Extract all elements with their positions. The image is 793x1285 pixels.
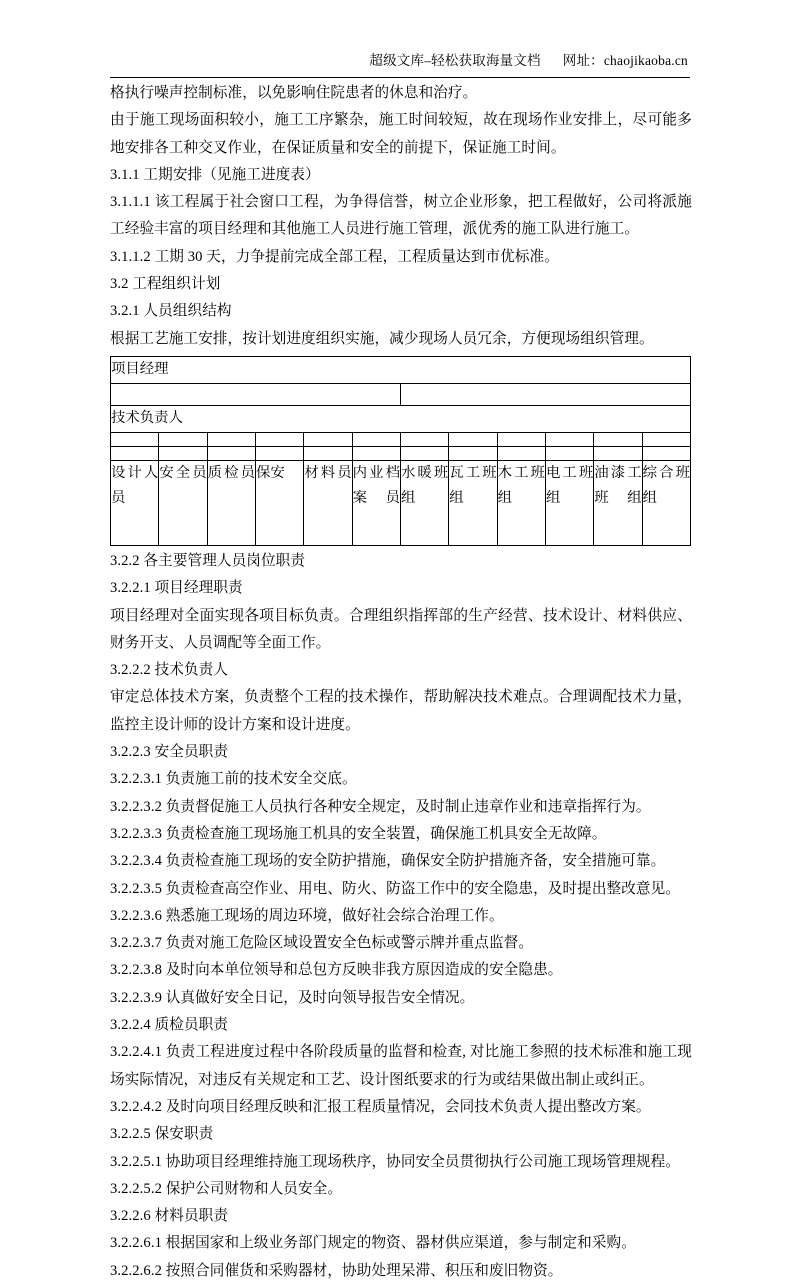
header-line xyxy=(369,48,688,73)
heading-3-2-2-4: 3.2.2.4 质检员职责 xyxy=(110,1017,229,1034)
paragraph-3-2-2-3-7: 3.2.2.3.7 负责对施工危险区域设置安全色标或警示牌并重点监督。 xyxy=(110,935,534,952)
cell-micro xyxy=(352,446,400,460)
cell-micro xyxy=(449,432,497,446)
cell-role-plumbing-team xyxy=(400,460,448,545)
table-row-technical-lead xyxy=(111,405,691,432)
role-label: 设计人员 xyxy=(111,464,159,506)
cell-micro xyxy=(400,446,448,460)
cell-micro xyxy=(304,432,352,446)
paragraph-3-2-2-3-6: 3.2.2.3.6 熟悉施工现场的周边环境，做好社会综合治理工作。 xyxy=(110,907,504,924)
cell-role-carpentry-team xyxy=(497,460,545,545)
cell-micro xyxy=(207,446,255,460)
cell-micro xyxy=(449,446,497,460)
cell-micro xyxy=(400,432,448,446)
cell-role-painting-team xyxy=(594,460,642,545)
paragraph-3-2-2-6-2: 3.2.2.6.2 按照合同催货和采购器材，协助处理呆滞、积压和废旧物资。 xyxy=(110,1262,563,1279)
heading-3-2-2-3: 3.2.2.3 安全员职责 xyxy=(110,744,229,761)
cell-micro xyxy=(111,432,159,446)
org-chart-table xyxy=(110,356,691,546)
heading-3-2-2-6: 3.2.2.6 材料员职责 xyxy=(110,1208,229,1225)
paragraph-3-2-2-3-9: 3.2.2.3.9 认真做好安全日记，及时向领导报告安全情况。 xyxy=(110,989,475,1006)
role-label: 材料员 xyxy=(304,464,352,481)
paragraph-3-2-2-3-1: 3.2.2.3.1 负责施工前的技术安全交底。 xyxy=(110,771,357,788)
cell-micro xyxy=(497,432,545,446)
heading-3-1-1: 3.1.1 工期安排（见施工进度表） xyxy=(110,166,320,183)
cell-role-archive-clerk xyxy=(352,460,400,545)
table-row-connector-upper xyxy=(111,383,691,405)
paragraph-3-2-2-3-3: 3.2.2.3.3 负责检查施工现场施工机具的安全装置，确保施工机具安全无故障。 xyxy=(110,825,607,842)
role-label: 水暖班组 xyxy=(400,464,449,506)
role-label: 质检员 xyxy=(207,464,255,481)
paragraph-3-2-2-2: 审定总体技术方案，负责整个工程的技术操作，帮助解决技术难点。合理调配技术力量，监控主设计师的设计方案和设计进度。 xyxy=(110,689,692,733)
cell-role-safety-officer xyxy=(159,460,207,545)
paragraph-intro-1: 格执行噪声控制标准，以免影响住院患者的休息和治疗。 xyxy=(110,85,478,101)
cell-role-general-team xyxy=(642,460,690,545)
heading-3-2-2-2: 3.2.2.2 技术负责人 xyxy=(110,662,229,679)
paragraph-3-2-2-3-2: 3.2.2.3.2 负责督促施工人员执行各种安全规定，及时制止违章作业和违章指挥行为。 xyxy=(110,798,651,815)
url-label: 网址： xyxy=(562,53,604,68)
cell-micro xyxy=(352,432,400,446)
heading-3-2-2: 3.2.2 各主要管理人员岗位职责 xyxy=(110,552,306,569)
page-header xyxy=(110,48,690,78)
table-row-connector-micro-1 xyxy=(111,432,691,446)
role-label: 保安 xyxy=(255,464,285,481)
role-label: 综合班组 xyxy=(642,464,691,506)
role-label: 瓦工班组 xyxy=(449,464,497,506)
site-url: chaojikaoba.cn xyxy=(603,53,688,68)
cell-micro xyxy=(159,446,207,460)
cell-micro xyxy=(159,432,207,446)
role-label: 电工班组 xyxy=(545,464,594,506)
cell-micro xyxy=(111,446,159,460)
cell-micro xyxy=(642,432,690,446)
cell-project-manager: 项目经理 xyxy=(111,356,691,383)
paragraph-3-1-1-2: 3.1.1.2 工期 30 天，力争提前完成全部工程，工程质量达到市优标准。 xyxy=(110,248,559,265)
cell-blank-left xyxy=(111,383,401,405)
table-row-roles xyxy=(111,460,691,545)
cell-micro xyxy=(255,446,303,460)
paragraph-3-2-2-3-4: 3.2.2.3.4 负责检查施工现场的安全防护措施，确保安全防护措施齐备，安全措施可靠。 xyxy=(110,853,666,870)
cell-role-design-staff xyxy=(111,460,159,545)
cell-technical-lead: 技术负责人 xyxy=(111,405,691,432)
role-label: 木工班组 xyxy=(497,464,545,506)
heading-3-2: 3.2 工程组织计划 xyxy=(110,276,221,293)
paragraph-3-2-2-1: 项目经理对全面实现各项目标负责。合理组织指挥部的生产经营、技术设计、材料供应、财务开支、人员调配等全面工作。 xyxy=(110,607,692,651)
cell-micro xyxy=(594,446,642,460)
cell-micro xyxy=(642,446,690,460)
cell-role-masonry-team xyxy=(449,460,497,545)
cell-blank-right xyxy=(400,383,690,405)
role-label: 油漆工班组 xyxy=(594,464,642,506)
cell-role-electrical-team xyxy=(545,460,593,545)
paragraph-3-1-1-1: 3.1.1.1 该工程属于社会窗口工程，为争得信誉，树立企业形象，把工程做好，公司将派施工经验丰富的项目经理和其他施工人员进行施工管理，派优秀的施工队进行施工。 xyxy=(110,194,692,238)
cell-micro xyxy=(207,432,255,446)
paragraph-3-2-1: 根据工艺施工安排，按计划进度组织实施，减少现场人员冗余，方便现场组织管理。 xyxy=(110,330,654,347)
paragraph-3-2-2-3-8: 3.2.2.3.8 及时向本单位领导和总包方反映非我方原因造成的安全隐患。 xyxy=(110,962,563,979)
document-body xyxy=(110,80,692,1285)
paragraph-3-2-2-5-1: 3.2.2.5.1 协助项目经理维持施工现场秩序，协同安全员贯彻执行公司施工现场管理规程。 xyxy=(110,1153,681,1170)
cell-micro xyxy=(545,432,593,446)
paragraph-3-2-2-6-1: 3.2.2.6.1 根据国家和上级业务部门规定的物资、器材供应渠道，参与制定和采购。 xyxy=(110,1235,636,1252)
cell-micro xyxy=(497,446,545,460)
cell-micro xyxy=(545,446,593,460)
heading-3-2-2-5: 3.2.2.5 保安职责 xyxy=(110,1126,214,1143)
org-chart-table-wrapper xyxy=(110,356,692,546)
role-label: 内业档案员 xyxy=(352,464,400,506)
cell-role-material-clerk xyxy=(304,460,352,545)
site-brand: 超级文库–轻松获取海量文档 xyxy=(369,53,541,68)
paragraph-3-2-2-4-1: 3.2.2.4.1 负责工程进度过程中各阶段质量的监督和检查, 对比施工参照的技术标准和施工现场实际情况，对违反有关规定和工艺、设计图纸要求的行为或结果做出制止或纠正。 xyxy=(110,1044,692,1088)
paragraph-intro-2: 由于施工现场面积较小，施工工序繁杂，施工时间较短，故在现场作业安排上，尽可能多地安排各工种交叉作业，在保证质量和安全的前提下，保证施工时间。 xyxy=(110,112,692,156)
cell-micro xyxy=(255,432,303,446)
paragraph-3-2-2-5-2: 3.2.2.5.2 保护公司财物和人员安全。 xyxy=(110,1180,343,1197)
role-label: 安全员 xyxy=(159,464,207,481)
heading-3-2-1: 3.2.1 人员组织结构 xyxy=(110,303,232,320)
heading-3-2-2-1: 3.2.2.1 项目经理职责 xyxy=(110,580,243,597)
cell-role-quality-inspector xyxy=(207,460,255,545)
cell-micro xyxy=(304,446,352,460)
paragraph-3-2-2-4-2: 3.2.2.4.2 及时向项目经理反映和汇报工程质量情况，会同技术负责人提出整改方案。 xyxy=(110,1098,651,1115)
table-row-project-manager xyxy=(111,356,691,383)
cell-role-security-guard xyxy=(255,460,303,545)
table-row-connector-micro-2 xyxy=(111,446,691,460)
paragraph-3-2-2-3-5: 3.2.2.3.5 负责检查高空作业、用电、防火、防盗工作中的安全隐患，及时提出整改意见。 xyxy=(110,880,681,897)
cell-micro xyxy=(594,432,642,446)
